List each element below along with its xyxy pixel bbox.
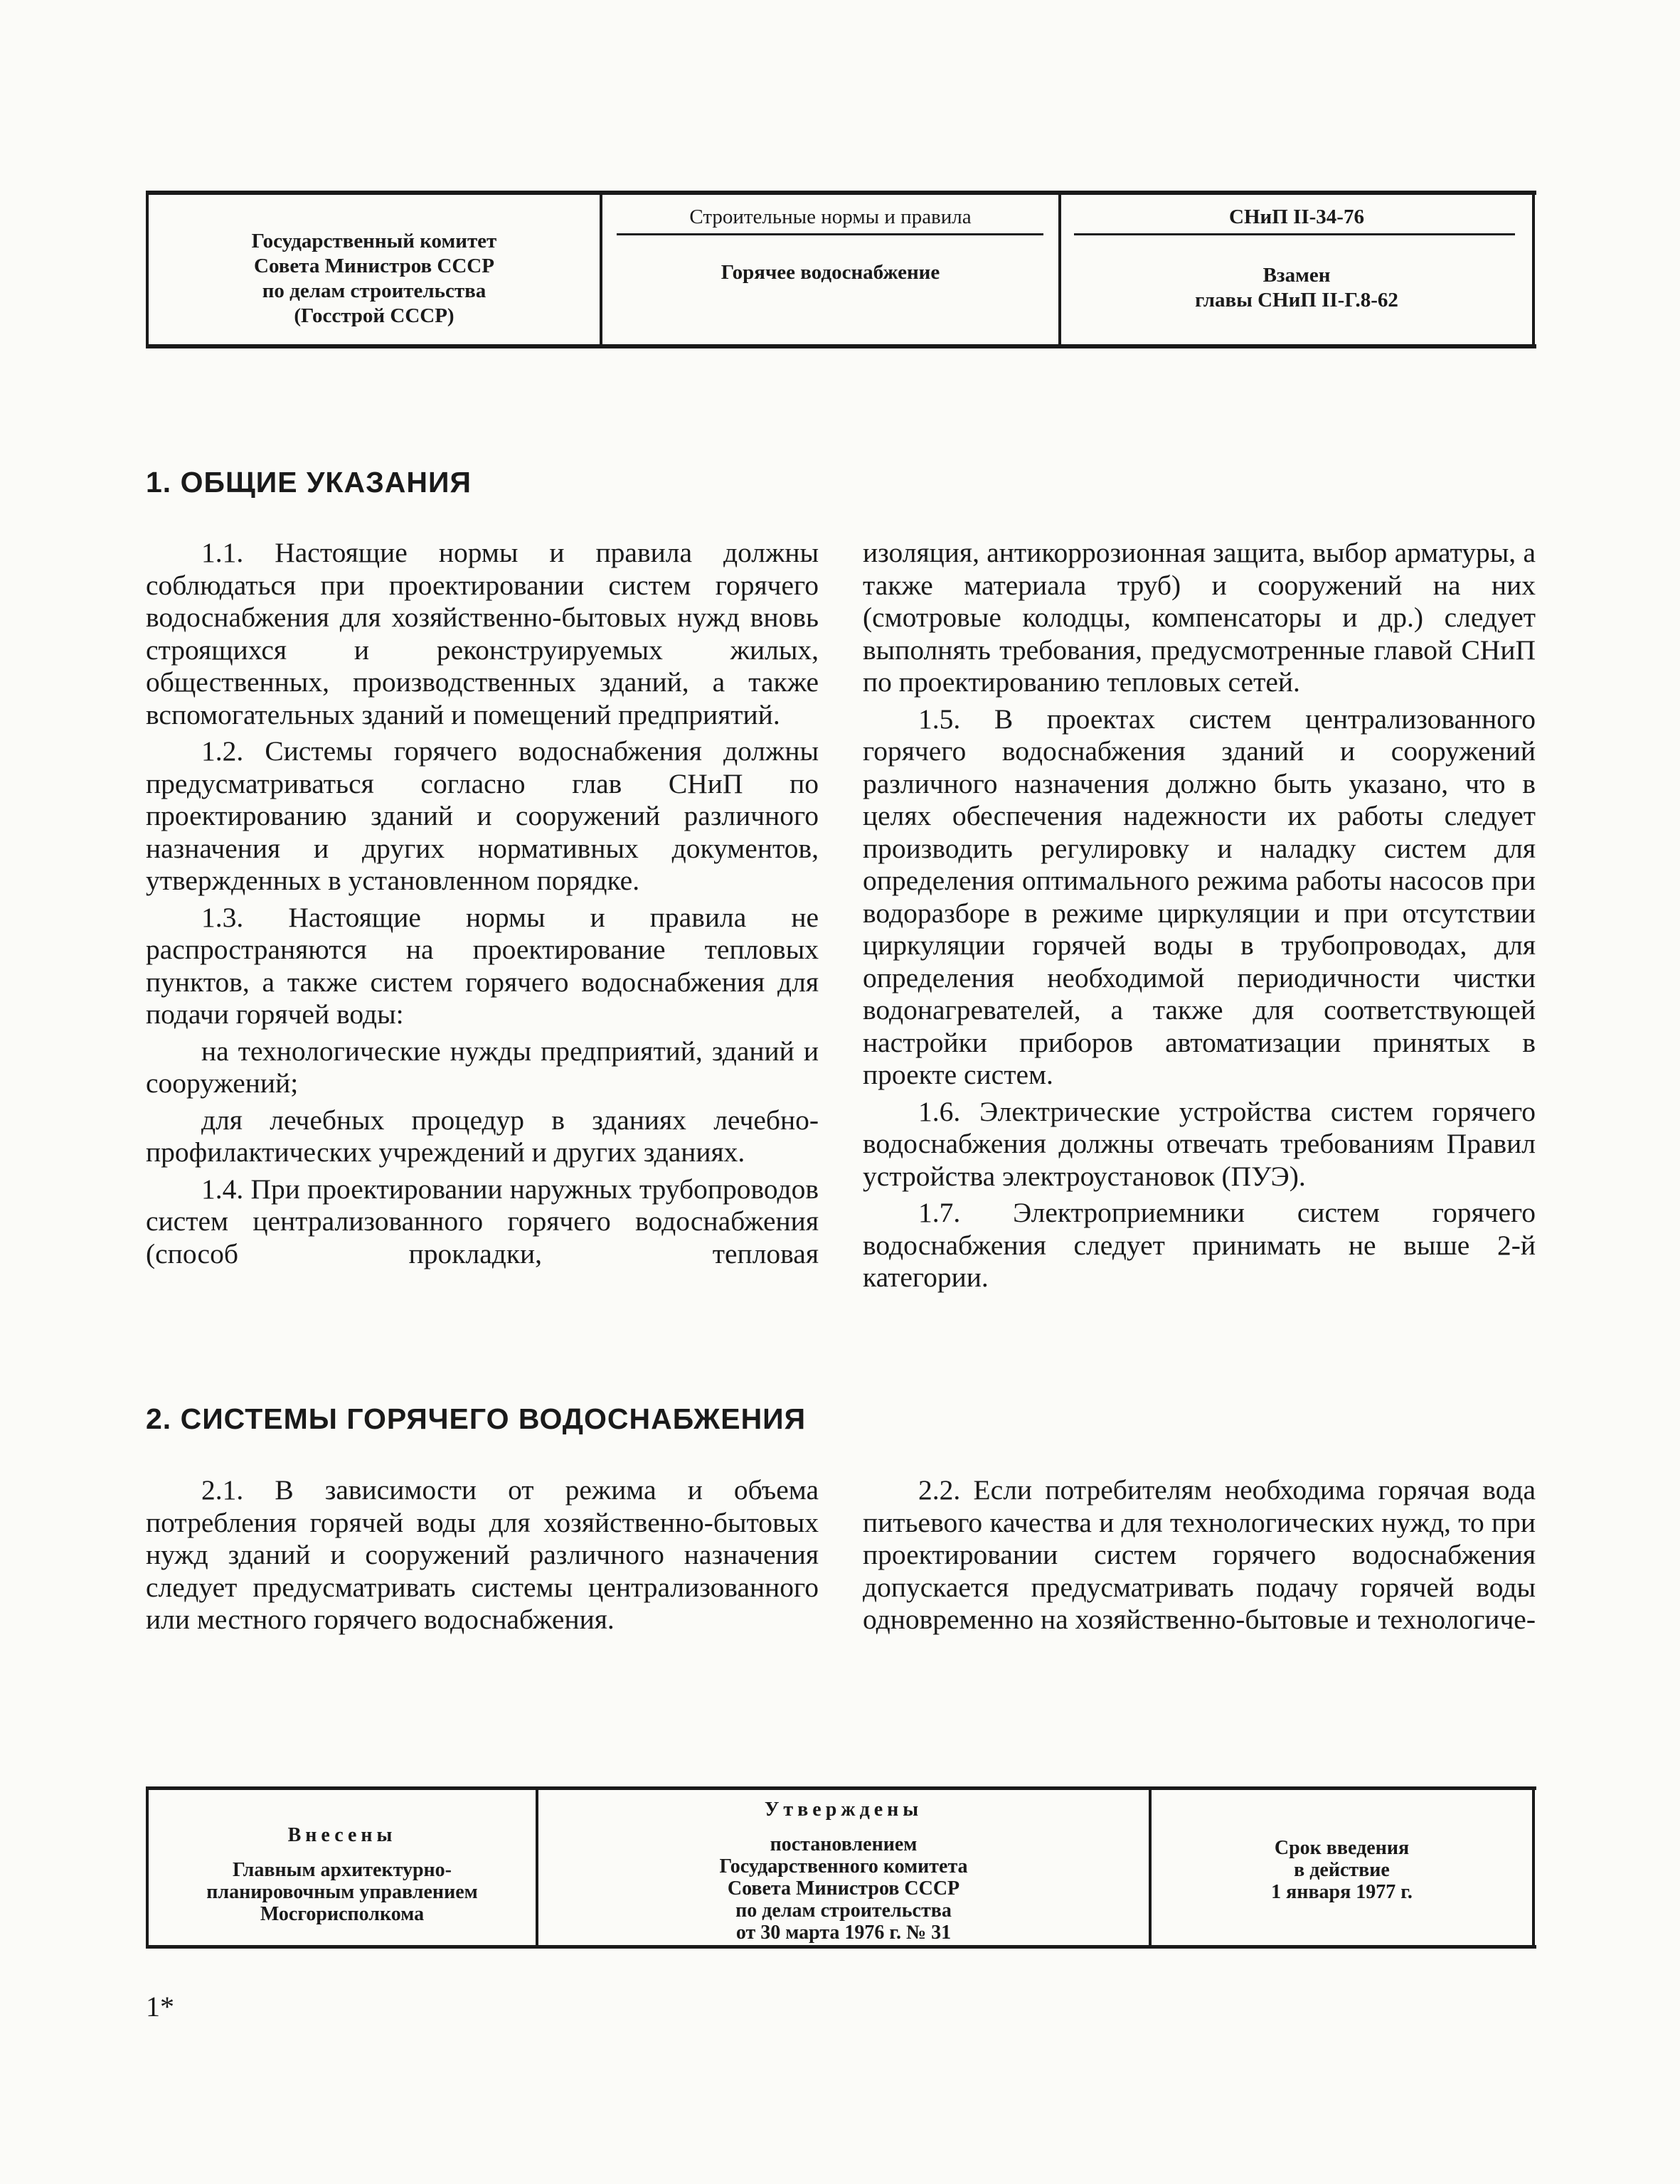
header-rule-right [1074, 233, 1515, 235]
footer-box [146, 1786, 1536, 1949]
section-2-right-column [863, 1474, 1536, 1641]
paragraph-2-2: 2.2. Если потребителям необходима горячая вода питьевого качества и для технологических нужд, то при проектировании систем горячего водоснабжения допускается предусматривать подачу горячей воды одновременно на хозяйственно-бытовые и технологиче- [863, 1474, 1536, 1635]
section-1-right-column [863, 537, 1536, 1299]
replaces-line: главы СНиП II-Г.8-62 [1195, 289, 1398, 311]
approved-title: Утверждены [764, 1799, 923, 1821]
introduced-by [149, 1824, 536, 1925]
introduced-line: Главным архитектурно- [233, 1859, 452, 1881]
list-item: на технологические нужды предприятий, зданий и сооружений; [146, 1035, 819, 1099]
footer-right-border [1532, 1790, 1535, 1945]
paragraph-1-3: 1.3. Настоящие нормы и правила не распространяются на проектирование тепловых пунктов, а также систем горячего водоснабжения для подачи горячей воды: [146, 901, 819, 1030]
org-line: Государственный комитет [251, 230, 497, 252]
approved-line: Совета Министров СССР [727, 1877, 960, 1900]
document-title: Горячее водоснабжение [721, 261, 940, 284]
section-1-left-column [146, 537, 819, 1274]
paragraph-1-7: 1.7. Электроприемники систем горячего водоснабжения следует принимать не выше 2-й категории. [863, 1197, 1536, 1293]
header-right-border [1532, 195, 1535, 344]
section-1-heading: 1. ОБЩИЕ УКАЗАНИЯ [146, 466, 472, 499]
approved-line: постановлением [770, 1833, 918, 1855]
document-code: СНиП II-34-76 [1229, 206, 1364, 228]
paragraph-1-4: 1.4. При проектировании наружных трубопроводов систем централизованного горячего водоснабжения (способ прокладки, тепловая [146, 1173, 819, 1269]
introduced-line: Мосгорисполкома [260, 1903, 425, 1925]
section-2-left-column [146, 1474, 819, 1641]
replaces-line: Взамен [1262, 264, 1331, 287]
effective-line: 1 января 1977 г. [1271, 1881, 1413, 1903]
paragraph-1-1: 1.1. Настоящие нормы и правила должны соблюдаться при проектировании систем горячего водоснабжения для хозяйственно-бытовых нужд вновь строящихся и реконструируемых жилых, общественных, производственных зданий, а также вспомогательных зданий и помещений предприятий. [146, 537, 819, 730]
approved-line: от 30 марта 1976 г. № 31 [735, 1922, 952, 1944]
approved-line: Государственного комитета [719, 1855, 968, 1877]
paragraph-1-6: 1.6. Электрические устройства систем горячего водоснабжения должны отвечать требованиям Правил устройства электроустановок (ПУЭ). [863, 1095, 1536, 1192]
approved-line: по делам строительства [735, 1900, 952, 1922]
org-line: Совета Министров СССР [254, 255, 494, 277]
org-line: (Госстрой СССР) [294, 304, 454, 327]
effective-date [1152, 1837, 1532, 1903]
issuing-organization [149, 229, 600, 329]
list-item: для лечебных процедур в зданиях лечебно-профилактических учреждений и других зданиях. [146, 1104, 819, 1168]
document-category: Строительные нормы и правила [689, 206, 972, 228]
effective-line: в действие [1294, 1859, 1390, 1881]
paragraph-1-5: 1.5. В проектах систем централизованного горячего водоснабжения зданий и сооружений различного назначения должно быть указано, что в целях обеспечения надежности их работы следует производить регулировку и наладку систем для определения оптимального режима работы насосов при водоразборе в режиме циркуляции и при отсутствии циркуляции горячей воды в трубопроводах, для определения необходимой периодичности чистки водонагревателей, а также для соответствующей настройки приборов автоматизации принятых в проекте систем. [863, 703, 1536, 1090]
effective-line: Срок введения [1274, 1837, 1410, 1859]
page-mark: 1* [146, 1991, 174, 2023]
introduced-line: планировочным управлением [206, 1881, 478, 1903]
section-2-heading: 2. СИСТЕМЫ ГОРЯЧЕГО ВОДОСНАБЖЕНИЯ [146, 1402, 807, 1435]
org-line: по делам строительства [262, 279, 487, 302]
paragraph-1-2: 1.2. Системы горячего водоснабжения должны предусматриваться согласно глав СНиП по проектированию зданий и сооружений различного назначения и других нормативных документов, утвержденных в установленном порядке. [146, 735, 819, 896]
paragraph-1-4-continued: изоляция, антикоррозионная защита, выбор арматуры, а также материала труб) и сооружений на них (смотровые колодцы, компенсаторы и др.) следует выполнять требования, предусмотренные главой СНиП по проектированию тепловых сетей. [863, 537, 1536, 698]
introduced-title: Внесены [287, 1824, 397, 1846]
replaces-note [1061, 263, 1532, 313]
header-rule-middle [617, 233, 1043, 235]
approved-by [538, 1799, 1149, 1944]
paragraph-2-1: 2.1. В зависимости от режима и объема потребления горячей воды для хозяйственно-бытовых нужд зданий и сооружений различного назначения следует предусматривать системы централизованного или местного горячего водоснабжения. [146, 1474, 819, 1635]
header-box [146, 191, 1536, 348]
